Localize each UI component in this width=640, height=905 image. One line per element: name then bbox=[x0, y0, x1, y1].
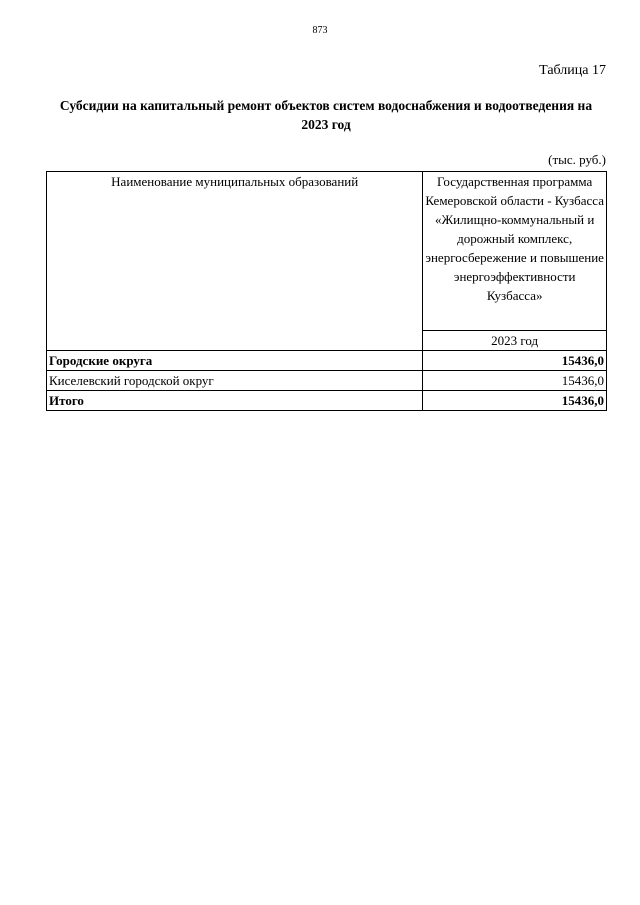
table-label: Таблица 17 bbox=[539, 63, 606, 78]
document-title bbox=[40, 96, 612, 134]
row-value: 15436,0 bbox=[423, 391, 607, 411]
table-row bbox=[47, 371, 607, 391]
header-program: Государственная программа Кемеровской области - Кузбасса «Жилищно-коммунальный и дорожный комплекс, энергосбережение и повышение энергоэффективности Кузбасса» bbox=[423, 172, 607, 331]
title-line-1: Субсидии на капитальный ремонт объектов систем водоснабжения и водоотведения на bbox=[59, 98, 593, 113]
row-name: Городские округа bbox=[47, 351, 423, 371]
title-line-2: 2023 год bbox=[301, 117, 351, 132]
subsidies-table bbox=[46, 171, 607, 411]
row-value: 15436,0 bbox=[423, 351, 607, 371]
row-value: 15436,0 bbox=[423, 371, 607, 391]
row-name: Итого bbox=[47, 391, 423, 411]
units-label: (тыс. руб.) bbox=[548, 152, 606, 167]
header-municipality: Наименование муниципальных образований bbox=[47, 172, 423, 351]
header-row bbox=[47, 172, 607, 331]
header-year: 2023 год bbox=[423, 331, 607, 351]
table-row bbox=[47, 391, 607, 411]
page-number: 873 bbox=[312, 25, 328, 36]
row-name: Киселевский городской округ bbox=[47, 371, 423, 391]
table-row bbox=[47, 351, 607, 371]
